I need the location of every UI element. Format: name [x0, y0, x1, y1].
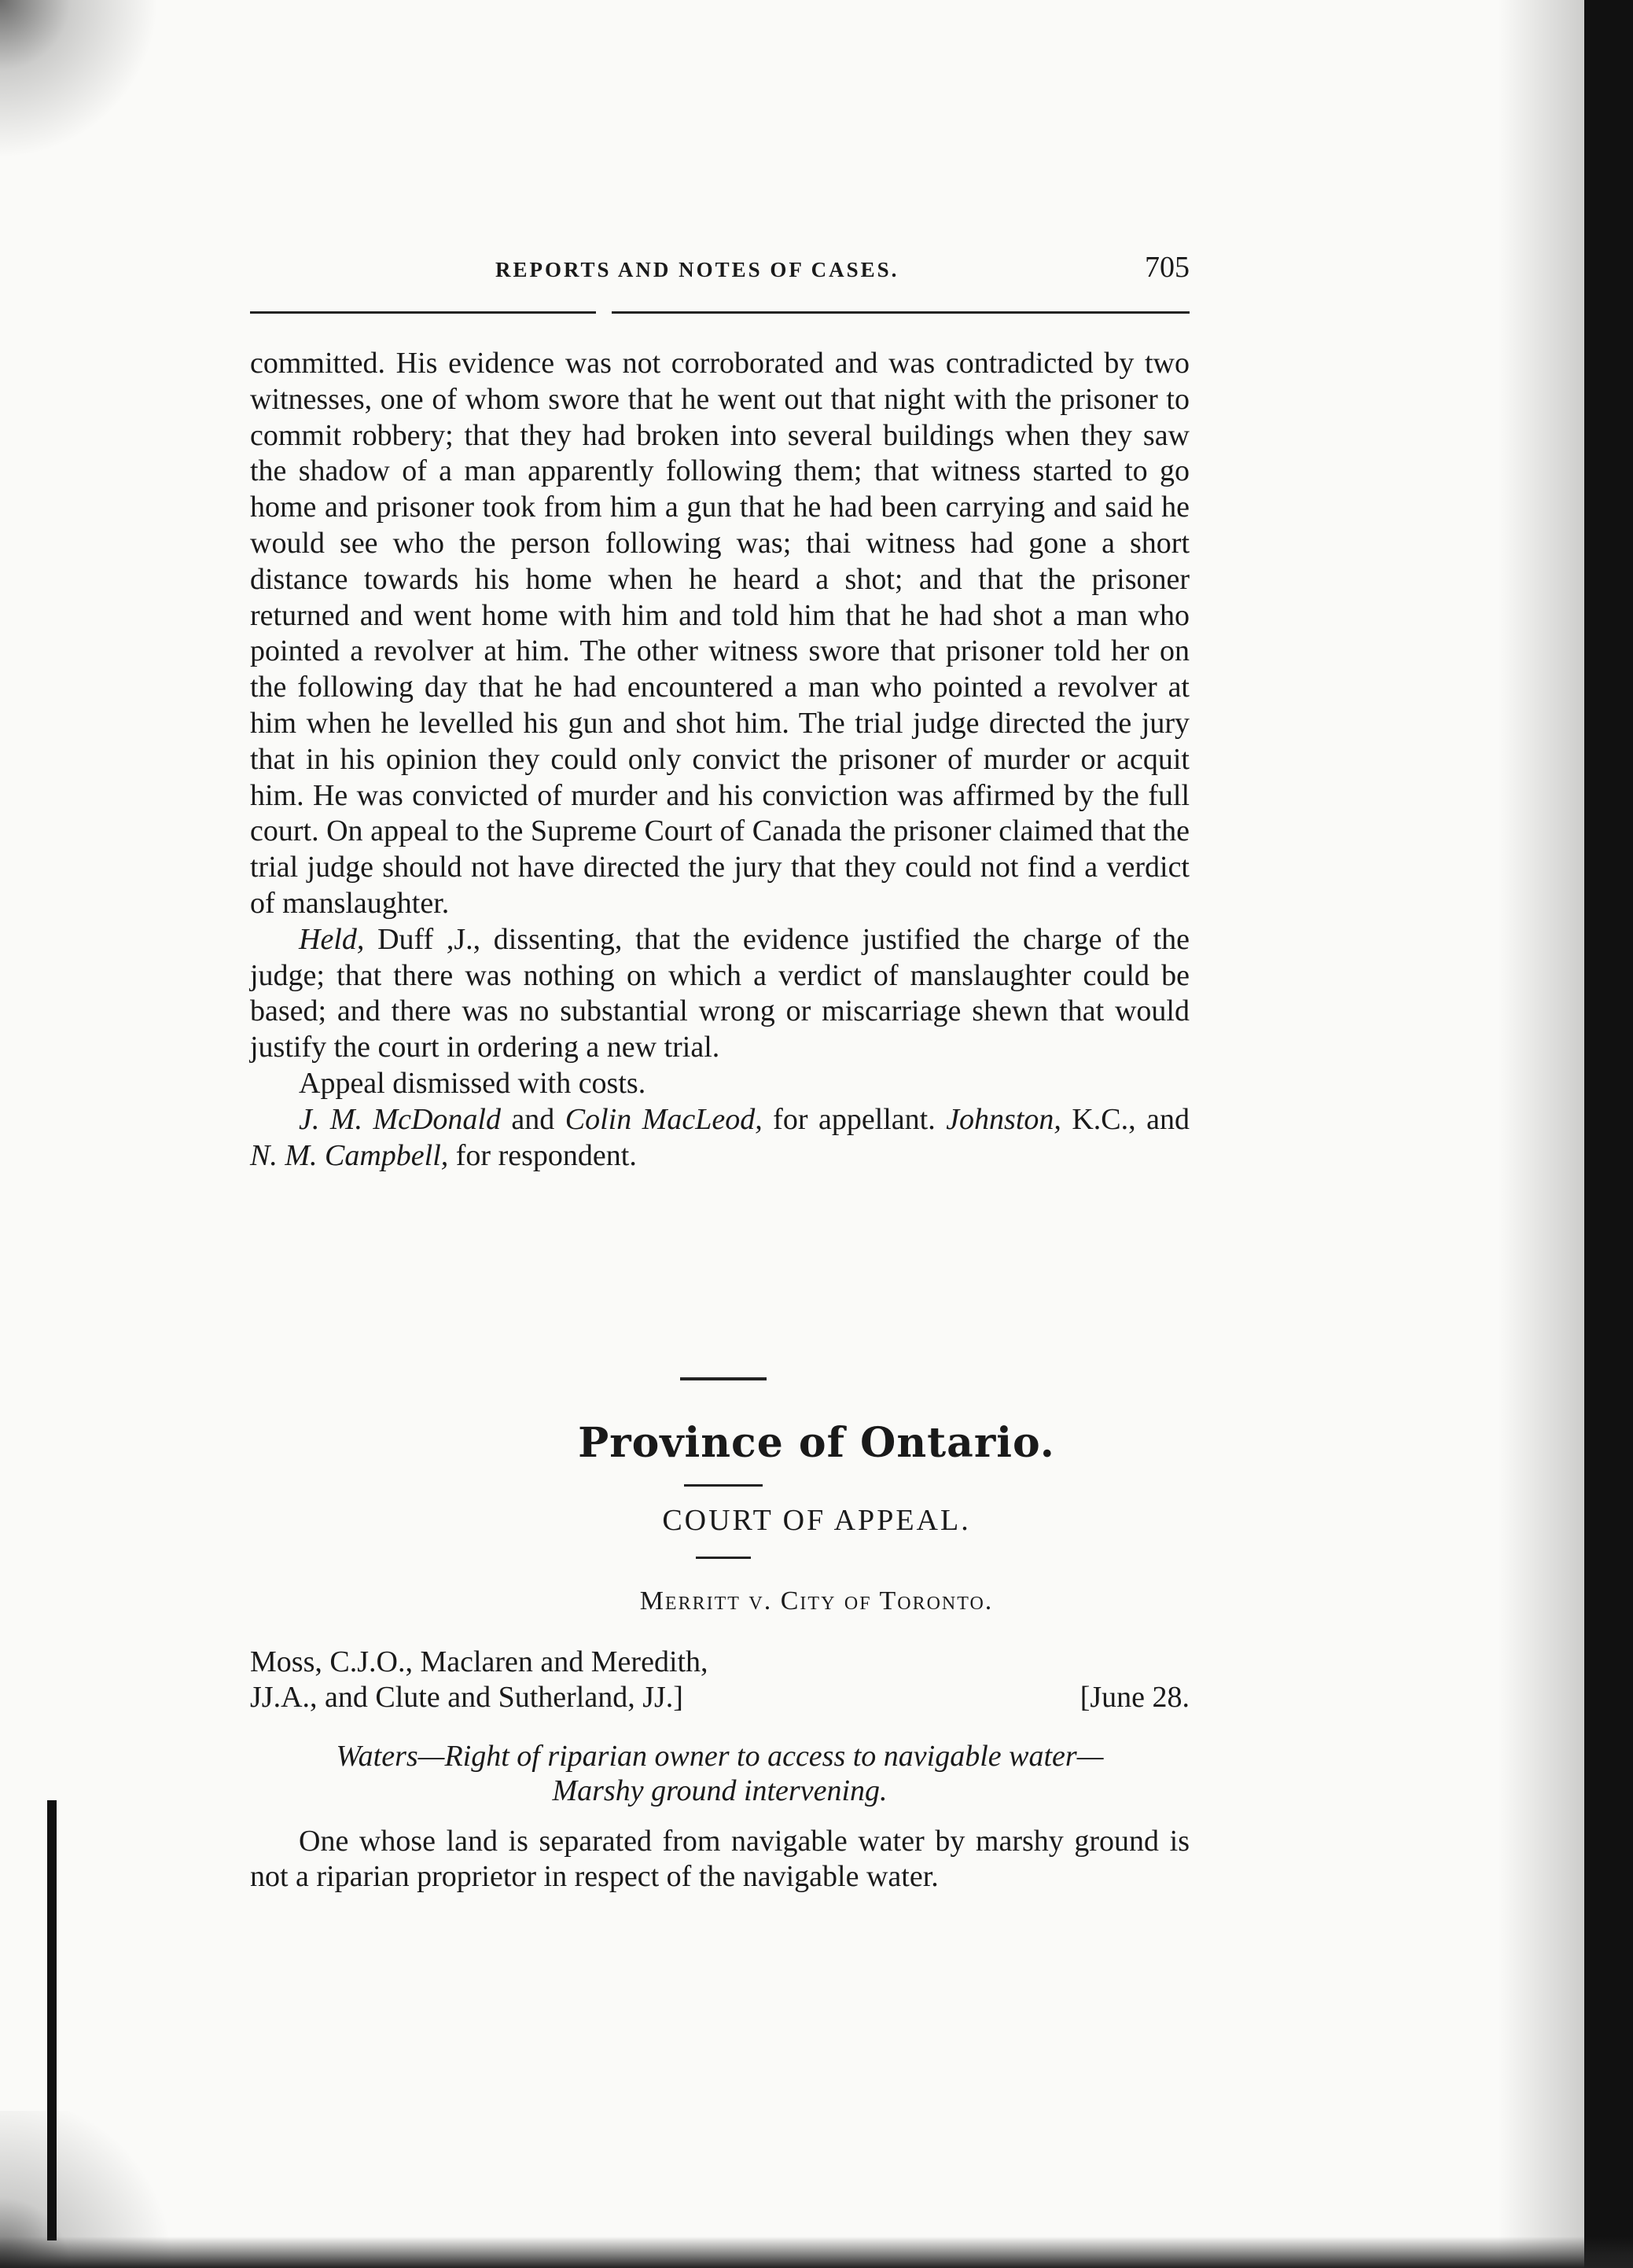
scan-shadow-top-left: [0, 0, 181, 181]
judges-line: Moss, C.J.O., Maclaren and Meredith,: [250, 1645, 708, 1678]
held-paragraph: [250, 922, 1190, 1066]
holding-paragraph: One whose land is separated from navigable water by marshy ground is not a riparian proprietor in respect of the navigable water.: [250, 1825, 1190, 1893]
counsel-name: J. M. McDonald: [299, 1102, 501, 1136]
disposition-paragraph: Appeal dismissed with costs.: [299, 1066, 646, 1100]
header-rule-right: [612, 311, 1190, 314]
counsel-name: N. M. Campbell,: [250, 1138, 449, 1172]
page-header: [250, 250, 1190, 313]
case-title: Merritt v. City of Toronto.: [639, 1586, 994, 1616]
counsel-text: for appellant.: [762, 1102, 947, 1136]
counsel-paragraph: [250, 1102, 1190, 1174]
running-head: REPORTS AND NOTES OF CASES.: [495, 258, 899, 281]
header-rule-left: [250, 311, 596, 314]
judges-line: JJ.A., and Clute and Sutherland, JJ.]: [250, 1681, 683, 1714]
scan-edge-bottom: [0, 2237, 1633, 2268]
held-text: Duff ,J., dissenting, that the evidence justified the charge of the judge; that there was nothing on which a verdict of manslaughter could be based; and there was no substantial wrong or miscarriage shewn that would justify the court in ordering a new trial.: [250, 922, 1190, 1064]
heading-divider: [684, 1484, 763, 1487]
court-heading: COURT OF APPEAL.: [662, 1504, 971, 1537]
scan-shadow-right: [1498, 0, 1584, 2268]
scan-edge-right: [1584, 0, 1633, 2268]
facts-paragraph: committed. His evidence was not corroborated and was contradicted by two witnesses, one of whom swore that he went out that night with the prisoner to commit robbery; that they had broken into several buildings when they saw the shadow of a man apparently following them; that witness started to go home and prisoner took from him a gun that he had been carrying and said he would see who the person following was; thai witness had gone a short distance towards his home when he heard a shot; and that the prisoner returned and went home with him and told him that he had shot a man who pointed a revolver at him. The other witness swore that prisoner told her on the following day that he had encountered a man who pointed a revolver at him when he levelled his gun and shot him. The trial judge directed the jury that in his opinion they could only convict the prisoner of murder or acquit him. He was convicted of murder and his conviction was affirmed by the full court. On appeal to the Supreme Court of Canada the prisoner claimed that the trial judge should not have directed the jury that they could not find a verdict of manslaughter.: [250, 347, 1190, 920]
case-report-body: [250, 346, 1190, 1174]
held-label: Held,: [299, 922, 365, 956]
headnote-line: Waters—Right of riparian owner to access to navigable water—: [336, 1740, 1104, 1773]
court-divider: [696, 1557, 751, 1559]
headnote-line: Marshy ground intervening.: [552, 1774, 888, 1807]
page-number: 705: [1145, 251, 1190, 284]
counsel-name: Johnston,: [946, 1102, 1061, 1136]
counsel-text: K.C., and: [1061, 1102, 1190, 1136]
province-heading: Province of Ontario.: [578, 1419, 1055, 1467]
section-divider: [680, 1377, 767, 1380]
headnote: [250, 1739, 1190, 1808]
scan-edge-left: [47, 1800, 57, 2240]
counsel-text: for respondent.: [448, 1138, 637, 1172]
judges-block: [250, 1645, 1190, 1715]
counsel-text: and: [500, 1102, 565, 1136]
decision-date: [June 28.: [1079, 1681, 1190, 1714]
counsel-name: Colin MacLeod,: [565, 1102, 763, 1136]
